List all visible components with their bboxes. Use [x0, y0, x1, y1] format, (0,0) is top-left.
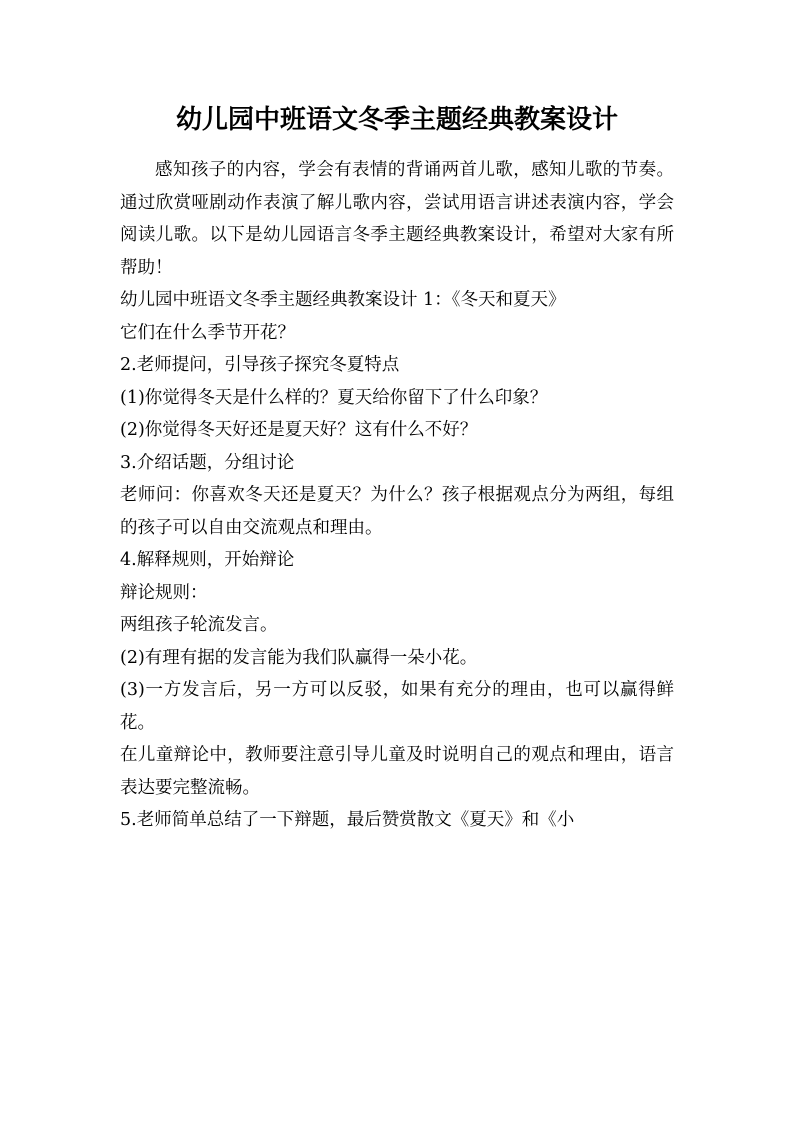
intro-paragraph: 感知孩子的内容，学会有表情的背诵两首儿歌，感知儿歌的节奏。通过欣赏哑剧动作表演了解儿歌内容，尝试用语言讲述表演内容，学会阅读儿歌。以下是幼儿园语言冬季主题经典教案设计，希望对大家有所帮助！	[120, 160, 674, 278]
paragraph: (2)有理有据的发言能为我们队赢得一朵小花。	[120, 647, 478, 668]
paragraph: 在儿童辩论中，教师要注意引导儿童及时说明自己的观点和理由，语言表达要完整流畅。	[120, 745, 674, 798]
paragraph: 5.老师简单总结了一下辩题，最后赞赏散文《夏天》和《小	[120, 810, 575, 830]
paragraph: 辩论规则：	[120, 582, 208, 603]
document-title: 幼儿园中班语文冬季主题经典教案设计	[175, 105, 618, 135]
paragraph: 4.解释规则，开始辩论	[120, 550, 295, 570]
paragraph: 老师问：你喜欢冬天还是夏天？为什么？孩子根据观点分为两组，每组的孩子可以自由交流观点和理由。	[120, 485, 674, 538]
paragraph: (2)你觉得冬天好还是夏天好？这有什么不好？	[120, 420, 478, 440]
paragraph: 2.老师提问，引导孩子探究冬夏特点	[120, 355, 400, 375]
paragraph: 幼儿园中班语文冬季主题经典教案设计 1：《冬天和夏天》	[120, 290, 566, 310]
paragraph: 3.介绍话题，分组讨论	[120, 452, 295, 473]
paragraph: (1)你觉得冬天是什么样的？夏天给你留下了什么印象？	[120, 387, 548, 408]
document-body	[120, 154, 674, 837]
paragraph: 它们在什么季节开花？	[120, 322, 295, 343]
paragraph: 两组孩子轮流发言。	[120, 615, 278, 635]
paragraph: (3)一方发言后，另一方可以反驳，如果有充分的理由，也可以赢得鲜花。	[120, 680, 674, 733]
